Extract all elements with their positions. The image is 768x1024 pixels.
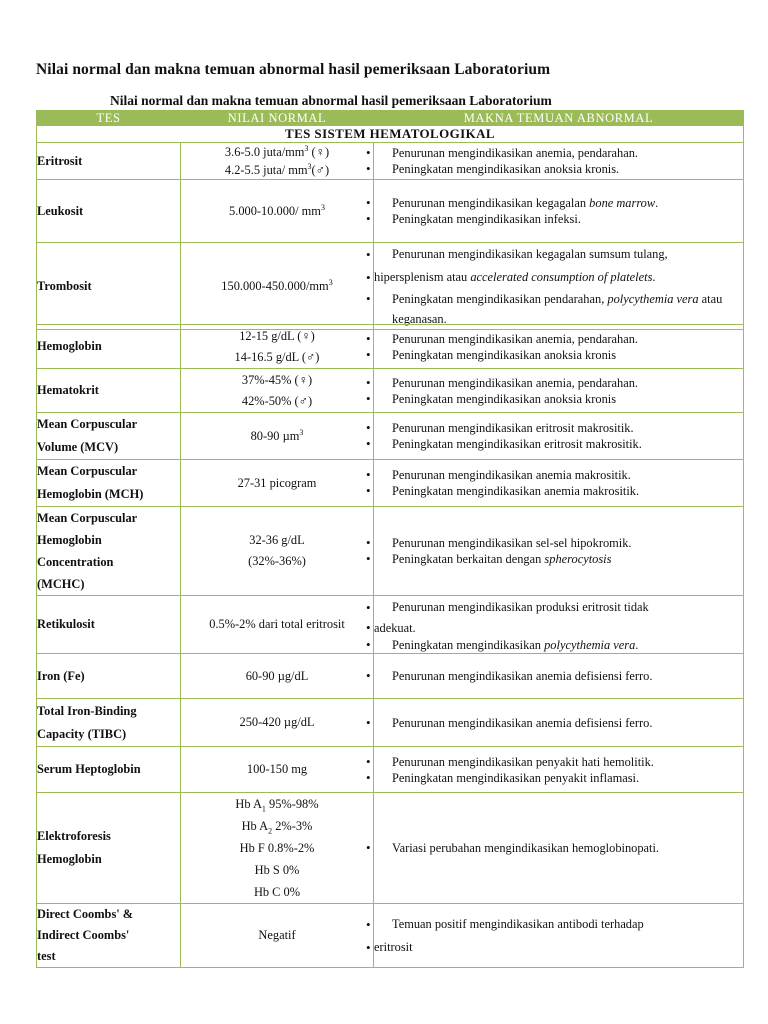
meaning-item: • Penurunan mengindikasikan sel-sel hipokromik. bbox=[374, 535, 743, 551]
table-row bbox=[37, 369, 744, 413]
test-name: Eritrosit bbox=[37, 143, 181, 180]
normal-line: 42%-50% (♂) bbox=[241, 393, 313, 408]
test-name: Hematokrit bbox=[37, 369, 181, 413]
test-name: Retikulosit bbox=[37, 596, 181, 654]
table-row bbox=[37, 413, 744, 460]
test-name-line: Total Iron-Binding bbox=[37, 703, 137, 718]
table-row bbox=[37, 180, 744, 243]
table-row bbox=[37, 143, 744, 180]
meaning-item bbox=[374, 195, 743, 211]
meaning-item: • Penurunan mengindikasikan anemia makrositik. bbox=[374, 467, 743, 483]
table-row bbox=[37, 325, 744, 369]
meaning-cell bbox=[374, 904, 744, 968]
normal-line: Hb S 0% bbox=[254, 863, 300, 877]
normal-value: 0.5%-2% dari total eritrosit bbox=[181, 596, 374, 654]
normal-value bbox=[181, 413, 374, 460]
meaning-cell bbox=[374, 369, 744, 413]
test-name: Trombosit bbox=[37, 243, 181, 330]
test-name-line: Concentration bbox=[37, 555, 114, 569]
normal-line: (32%-36%) bbox=[248, 554, 306, 568]
meaning-item: • Peningkatan mengindikasikan anoksia kronis bbox=[374, 391, 743, 407]
test-name: Serum Heptoglobin bbox=[37, 747, 181, 793]
document-title: Nilai normal dan makna temuan abnormal hasil pemeriksaan Laboratorium bbox=[36, 61, 551, 78]
normal-line bbox=[181, 815, 373, 837]
normal-value: 250-420 µg/dL bbox=[181, 699, 374, 747]
normal-line: 37%-45% (♀) bbox=[241, 372, 313, 387]
table-row bbox=[37, 507, 744, 596]
meaning-continuation bbox=[374, 266, 743, 289]
hb-label: Hb A bbox=[241, 819, 269, 833]
female-symbol: (♀) bbox=[308, 145, 330, 159]
header-tes: TES bbox=[37, 111, 181, 126]
test-name: Hemoglobin bbox=[37, 325, 181, 369]
superscript: 3 bbox=[307, 161, 312, 171]
table-row bbox=[37, 243, 744, 330]
superscript: 3 bbox=[304, 143, 309, 153]
normal-value bbox=[181, 507, 374, 596]
subscript: 2 bbox=[268, 826, 273, 836]
hb-label: Hb A bbox=[235, 797, 262, 811]
meaning-item bbox=[374, 289, 743, 329]
normal-line: 4.2-5.5 juta/ mm bbox=[224, 163, 308, 177]
meaning-item: • Penurunan mengindikasikan penyakit hati hemolitik. bbox=[374, 754, 743, 770]
normal-value bbox=[181, 369, 374, 413]
meaning-italic: bone marrow bbox=[589, 196, 656, 210]
test-name-line: Mean Corpuscular bbox=[37, 511, 138, 525]
test-name bbox=[37, 460, 181, 507]
table-row bbox=[37, 596, 744, 654]
normal-line: 80-90 µm bbox=[250, 428, 300, 443]
meaning-italic: polycythemia vera bbox=[544, 638, 636, 652]
meaning-cell bbox=[374, 413, 744, 460]
section-title: TES SISTEM HEMATOLOGIKAL bbox=[37, 126, 744, 143]
superscript: 3 bbox=[299, 427, 304, 437]
test-name-line: Volume (MCV) bbox=[37, 440, 119, 454]
test-name bbox=[37, 904, 181, 968]
meaning-text: Penurunan mengindikasikan kegagalan sumsum tulang, bbox=[392, 247, 668, 261]
meaning-item: • Temuan positif mengindikasikan antibodi terhadap bbox=[374, 913, 743, 936]
normal-line: Hb C 0% bbox=[253, 885, 301, 899]
meaning-item: • Peningkatan mengindikasikan penyakit inflamasi. bbox=[374, 770, 743, 786]
meaning-italic: spherocytosis bbox=[544, 552, 612, 566]
meaning-item: • Penurunan mengindikasikan anemia, pendarahan. bbox=[374, 145, 743, 161]
meaning-text: . bbox=[635, 638, 639, 652]
test-name bbox=[37, 699, 181, 747]
test-name bbox=[37, 507, 181, 596]
normal-value: 60-90 µg/dL bbox=[181, 654, 374, 699]
normal-line: Hb F 0.8%-2% bbox=[239, 841, 315, 855]
table-caption: Nilai normal dan makna temuan abnormal hasil pemeriksaan Laboratorium bbox=[110, 93, 552, 108]
normal-line bbox=[181, 793, 373, 815]
male-symbol: (♂) bbox=[311, 163, 330, 177]
section-row bbox=[37, 126, 744, 143]
test-name-line: Indirect Coombs' bbox=[37, 928, 130, 942]
meaning-item: • Peningkatan mengindikasikan eritrosit makrositik. bbox=[374, 436, 743, 452]
test-name-line: Elektroforesis bbox=[37, 829, 111, 843]
meaning-italic: accelerated consumption of platelets bbox=[470, 270, 653, 284]
normal-line: 3.6-5.0 juta/mm bbox=[224, 145, 305, 159]
meaning-text: . bbox=[655, 196, 659, 210]
meaning-text: Peningkatan berkaitan dengan bbox=[392, 552, 545, 566]
test-name: Leukosit bbox=[37, 180, 181, 243]
meaning-text: atau keganasan. bbox=[392, 292, 723, 326]
meaning-text: Peningkatan mengindikasikan bbox=[392, 638, 545, 652]
meaning-item bbox=[374, 551, 743, 567]
meaning-item: • Variasi perubahan mengindikasikan hemoglobinopati. bbox=[374, 840, 743, 856]
subscript: 1 bbox=[261, 804, 266, 814]
meaning-cell bbox=[374, 654, 744, 699]
table-row bbox=[37, 460, 744, 507]
meaning-item: • Peningkatan mengindikasikan anoksia kronis. bbox=[374, 161, 743, 177]
meaning-item: • Penurunan mengindikasikan anemia defisiensi ferro. bbox=[374, 715, 743, 731]
normal-line: 32-36 g/dL bbox=[249, 533, 305, 547]
meaning-continuation: • adekuat. bbox=[374, 619, 743, 637]
meaning-cell bbox=[374, 596, 744, 654]
test-name-line: Capacity (TIBC) bbox=[37, 726, 127, 741]
meaning-item: • Peningkatan mengindikasikan anoksia kronis bbox=[374, 347, 743, 363]
normal-value bbox=[181, 143, 374, 180]
normal-value: Negatif bbox=[181, 904, 374, 968]
superscript: 3 bbox=[320, 202, 325, 212]
test-name-line: Hemoglobin (MCH) bbox=[37, 487, 144, 501]
test-name-line: Hemoglobin bbox=[37, 852, 102, 866]
normal-value bbox=[181, 180, 374, 243]
meaning-item: • Penurunan mengindikasikan anemia defisiensi ferro. bbox=[374, 668, 743, 684]
header-makna: MAKNA TEMUAN ABNORMAL bbox=[374, 111, 744, 126]
meaning-item: • Penurunan mengindikasikan anemia, pendarahan. bbox=[374, 331, 743, 347]
meaning-continuation: • eritrosit bbox=[374, 936, 743, 959]
table-header-row bbox=[37, 111, 744, 126]
meaning-item: • Penurunan mengindikasikan eritrosit makrositik. bbox=[374, 420, 743, 436]
lab-values-table-continued bbox=[36, 324, 744, 968]
meaning-cell bbox=[374, 325, 744, 369]
meaning-cell bbox=[374, 699, 744, 747]
meaning-text: hipersplenism atau bbox=[374, 270, 471, 284]
meaning-cell bbox=[374, 793, 744, 904]
normal-value bbox=[181, 325, 374, 369]
meaning-italic: polycythemia vera bbox=[607, 292, 699, 306]
meaning-item: • Penurunan mengindikasikan anemia, pendarahan. bbox=[374, 375, 743, 391]
hb-value: 2%-3% bbox=[272, 819, 313, 833]
meaning-item: • Peningkatan mengindikasikan anemia makrositik. bbox=[374, 483, 743, 499]
test-name bbox=[37, 793, 181, 904]
meaning-item: • Penurunan mengindikasikan produksi eritrosit tidak bbox=[374, 596, 743, 619]
normal-line: 150.000-450.000/mm bbox=[221, 278, 329, 293]
table-row bbox=[37, 793, 744, 904]
meaning-text: Peningkatan mengindikasikan pendarahan, bbox=[392, 292, 608, 306]
normal-line: 5.000-10.000/ mm bbox=[229, 203, 321, 218]
header-nilai-normal: NILAI NORMAL bbox=[181, 111, 374, 126]
normal-value: 100-150 mg bbox=[181, 747, 374, 793]
meaning-cell bbox=[374, 460, 744, 507]
table-row bbox=[37, 747, 744, 793]
meaning-cell bbox=[374, 143, 744, 180]
test-name-line: Mean Corpuscular bbox=[37, 464, 138, 478]
normal-value: 27-31 picogram bbox=[181, 460, 374, 507]
meaning-cell bbox=[374, 507, 744, 596]
normal-line: 12-15 g/dL (♀) bbox=[239, 328, 315, 343]
test-name bbox=[37, 413, 181, 460]
normal-value bbox=[181, 243, 374, 330]
hb-value: 95%-98% bbox=[265, 797, 319, 811]
test-name-line: Mean Corpuscular bbox=[37, 417, 138, 431]
superscript: 3 bbox=[328, 277, 333, 287]
table-row bbox=[37, 699, 744, 747]
meaning-cell bbox=[374, 243, 744, 330]
test-name-line: Hemoglobin bbox=[37, 533, 102, 547]
test-name-line: test bbox=[37, 949, 56, 963]
meaning-item: • Peningkatan mengindikasikan infeksi. bbox=[374, 211, 743, 227]
test-name: Iron (Fe) bbox=[37, 654, 181, 699]
normal-value bbox=[181, 793, 374, 904]
meaning-text: Penurunan mengindikasikan kegagalan bbox=[392, 196, 590, 210]
test-name-line: (MCHC) bbox=[37, 577, 85, 591]
table-row bbox=[37, 654, 744, 699]
test-name-line: Direct Coombs' & bbox=[37, 907, 134, 921]
meaning-cell bbox=[374, 747, 744, 793]
lab-values-table bbox=[36, 110, 744, 330]
meaning-cell bbox=[374, 180, 744, 243]
meaning-item bbox=[374, 243, 743, 266]
normal-line: 14-16.5 g/dL (♂) bbox=[234, 349, 320, 364]
table-row bbox=[37, 904, 744, 968]
meaning-item bbox=[374, 637, 743, 653]
meaning-text: . bbox=[652, 270, 656, 284]
